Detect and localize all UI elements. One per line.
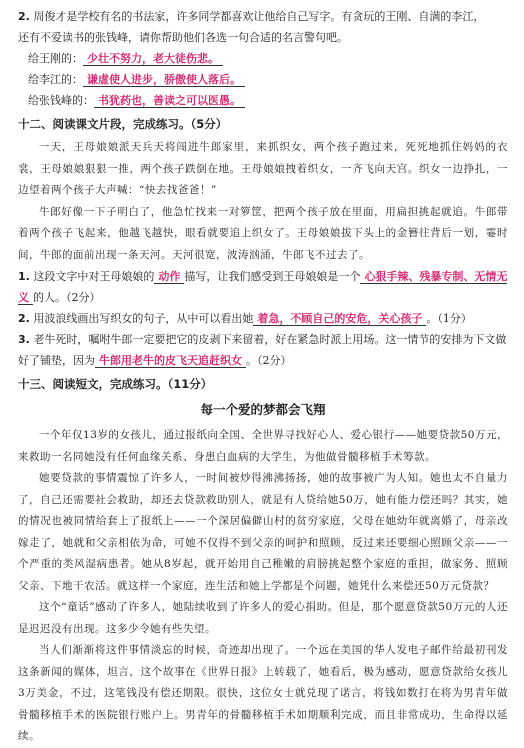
section-13-heading: 十三、阅读短文，完成练习。（11分） [18,377,213,391]
question-text: 这段文字中对王母娘娘的 [33,270,155,283]
q2-answer-label: 给李江的： [28,73,83,86]
passage-paragraph: 她要贷款的事情震惊了许多人，一时间被炒得沸沸扬扬，她的故事被广为人知。她也太不自量力了，自己还需要社会救助，却还去贷款救助别人，就是有人贷给她50万，她有能力偿还吗？其实，她的情况也被同情给套上了报纸上——一个深居偏僻山村的贫穷家庭，父母在她幼年就离婚了，母亲改嫁走了，她就和父亲相依为命，可她不仅得不到父亲的呵护和照顾，反过来还要细心照顾父亲——一个严重的类风湿病患者。她从8岁起，就开始用自己稚嫩的肩膀挑起整个家庭的重担，做家务、照顾父亲、下地干农活。就这样一个家庭，连生活和她上学都是个问题，她凭什么来偿还50万元贷款？ [18,472,508,592]
question-text: 用波浪线画出写织女的句子，从中可以看出她 [33,312,254,325]
question-number: 1. [18,270,30,283]
q2-prompt [18,6,508,27]
passage-paragraph: 当人们渐渐将这件事情淡忘的时候，奇迹却出现了。一个远在美国的华人发电子邮件给最初刊发这条新闻的媒体，坦言，这个故事在《世界日报》上转载了，她看后，极为感动，愿意贷款给女孩儿3万美金，不过，这笔钱没有偿还期限。很快，这位女士就兑现了诺言，将钱如数打在将为男青年做骨髓移植手术的医院银行账户上。男青年的骨髓移植手术如期顺利完成，而且非常成功，生命得以延续。 [18,644,508,742]
passage-title: 每一个爱的梦都会飞翔 [200,402,326,417]
answer-blank: 动作 [154,270,184,284]
q2-answer: 少壮不努力，老大徒伤悲。 [83,52,223,66]
answer-blank: 牛郎用老牛的皮飞天追赶织女 [95,354,246,368]
q2-answer-label: 给张钱峰的： [28,94,94,107]
s12-question-3 [18,329,508,371]
passage-paragraph: 这个“童话”感动了许多人，她陆续收到了许多人的爱心捐助。但是，那个愿意贷款50万元的人还是迟迟没有出现。这多少令她有些失望。 [18,601,508,635]
q2-answer-line-1 [18,48,508,69]
question-text: 。（1分） [426,312,472,325]
q2-number: 2. [18,10,30,23]
question-number: 2. [18,312,30,325]
q2-answer-line-2 [18,69,508,90]
passage-paragraph: 一个年仅13岁的女孩儿，通过报纸向全国、全世界寻找好心人、爱心银行——她要贷款50万元，来救助一名同她没有任何血缘关系、身患白血病的大学生，为他做骨髓移植手术筹款。 [18,429,508,463]
question-text: 。（2分） [246,354,292,367]
question-number: 3. [18,333,30,346]
q2-text: 周俊才是学校有名的书法家，许多同学都喜欢让他给自己写字。有贪玩的王刚、自满的李江， [33,10,485,23]
question-text: 描写，让我们感受到王母娘娘是一个 [184,270,361,283]
q2-answer-label: 给王刚的： [28,52,83,65]
q2-answer-line-3 [18,90,508,111]
question-text: 老牛死时，嘱咐牛郎一定要把它的皮剥下来留着，好在紧急时派上用场。这一情节的安排为下文做好了铺垫，因为 [18,333,507,367]
question-text: 的人。（2分） [33,291,101,304]
answer-blank: 着急，不顾自己的安危，关心孩子 [253,312,426,326]
q2-answer: 谦虚使人进步，骄傲使人落后。 [83,73,245,87]
passage-paragraph: 牛郎好像一下子明白了，他急忙找来一对箩筐，把两个孩子放在里面，用扁担挑起就追。牛郎带着两个孩子飞起来，他越飞越快，眼看就要追上织女了。王母娘娘拔下头上的金簪往背后一划，霎时间，牛郎的面前出现一条天河。天河很宽，波涛汹涌，牛郎飞不过去了。 [18,205,508,261]
passage-paragraph: 一天，王母娘娘派天兵天将闯进牛郎家里，来抓织女，两个孩子跑过来，死死地抓住妈妈的衣裳，王母娘娘狠狠一推，两个孩子跌倒在地。王母娘娘拽着织女，一齐飞向天宫。织女一边挣扎，一边望着两个孩子大声喊：“快去找爸爸！” [18,141,508,196]
s12-question-2 [18,308,508,329]
q2-prompt-cont: 还有不爱读书的张钱峰，请你帮助他们各选一句合适的名言警句吧。 [18,31,348,44]
answer-blank: 心狠手辣、残暴专制、无情无义 [18,270,508,304]
q2-answer: 书犹药也，善读之可以医愚。 [94,94,245,108]
section-12-heading: 十二、阅读课文片段，完成练习。（5分） [18,117,228,131]
s12-question-1 [18,266,508,308]
